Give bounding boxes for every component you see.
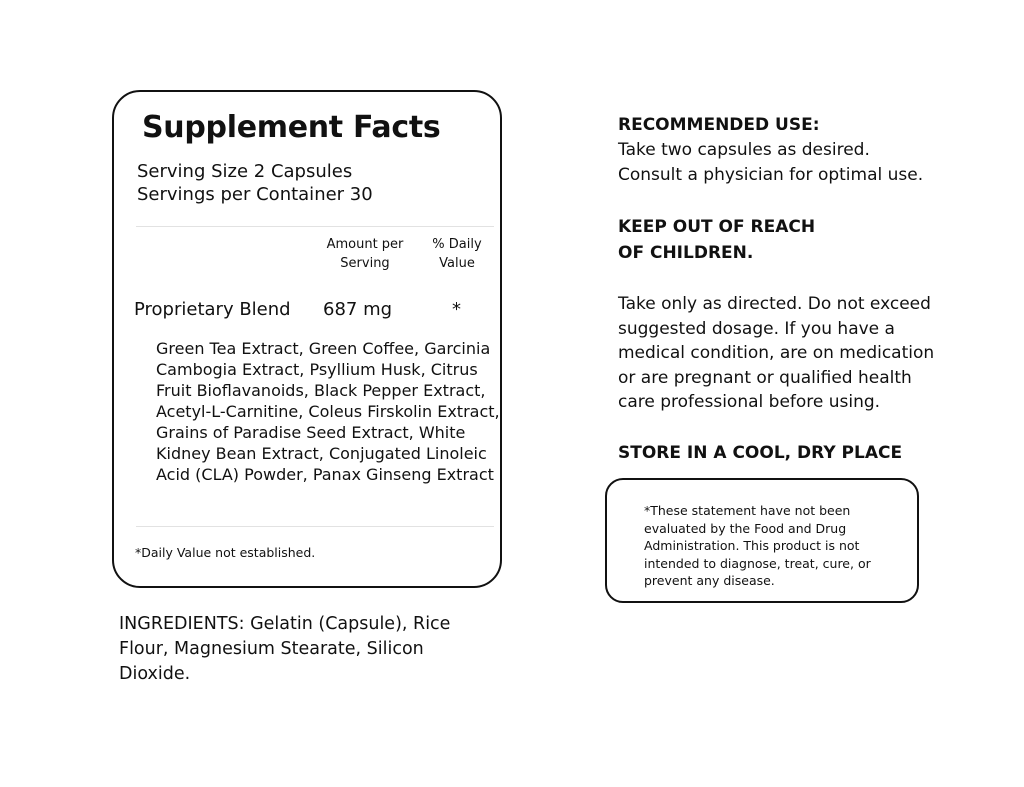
keep-out-line-1: KEEP OUT OF REACH bbox=[618, 217, 816, 237]
divider-bottom bbox=[136, 526, 494, 527]
recommended-use-text: Take two capsules as desired. Consult a physician for optimal use. bbox=[618, 140, 924, 185]
supplement-facts-panel bbox=[112, 90, 502, 588]
blend-name: Proprietary Blend bbox=[134, 299, 291, 320]
amount-per-serving-header: Amount per Serving bbox=[326, 237, 404, 271]
keep-out-of-reach-heading bbox=[618, 214, 948, 266]
keep-out-line-2: OF CHILDREN. bbox=[618, 243, 754, 263]
servings-per-container: Servings per Container 30 bbox=[137, 184, 373, 205]
facts-title: Supplement Facts bbox=[142, 110, 441, 145]
fda-disclaimer-text: *These statement have not been evaluated by the Food and Drug Administration. This product is not intended to diagnose, treat, cure, or prevent any disease. bbox=[644, 503, 871, 589]
fda-disclaimer-box bbox=[605, 478, 919, 603]
serving-info bbox=[137, 160, 373, 206]
storage-heading: STORE IN A COOL, DRY PLACE bbox=[618, 443, 903, 463]
divider-top bbox=[136, 226, 494, 227]
blend-amount: 687 mg bbox=[323, 299, 393, 320]
blend-ingredients: Green Tea Extract, Green Coffee, Garcinia Cambogia Extract, Psyllium Husk, Citrus Fruit Bioflavanoids, Black Pepper Extract, Acetyl-L-Carnitine, Coleus Firskolin Extract, Grains of Paradise Seed Extract, White Kidney Bean Extract, Conjugated Linoleic Acid (CLA) Powder, Panax Ginseng Extract bbox=[156, 339, 500, 484]
recommended-use-heading: RECOMMENDED USE: bbox=[618, 115, 820, 135]
daily-value-footnote: *Daily Value not established. bbox=[135, 545, 316, 560]
ingredients-text: INGREDIENTS: Gelatin (Capsule), Rice Flour, Magnesium Stearate, Silicon Dioxide. bbox=[119, 614, 451, 684]
serving-size: Serving Size 2 Capsules bbox=[137, 161, 353, 182]
dosage-warning: Take only as directed. Do not exceed suggested dosage. If you have a medical condition, are on medication or are pregnant or qualified health care professional before using. bbox=[618, 294, 935, 413]
blend-daily-value: * bbox=[452, 299, 461, 320]
daily-value-header: % Daily Value bbox=[432, 237, 482, 271]
